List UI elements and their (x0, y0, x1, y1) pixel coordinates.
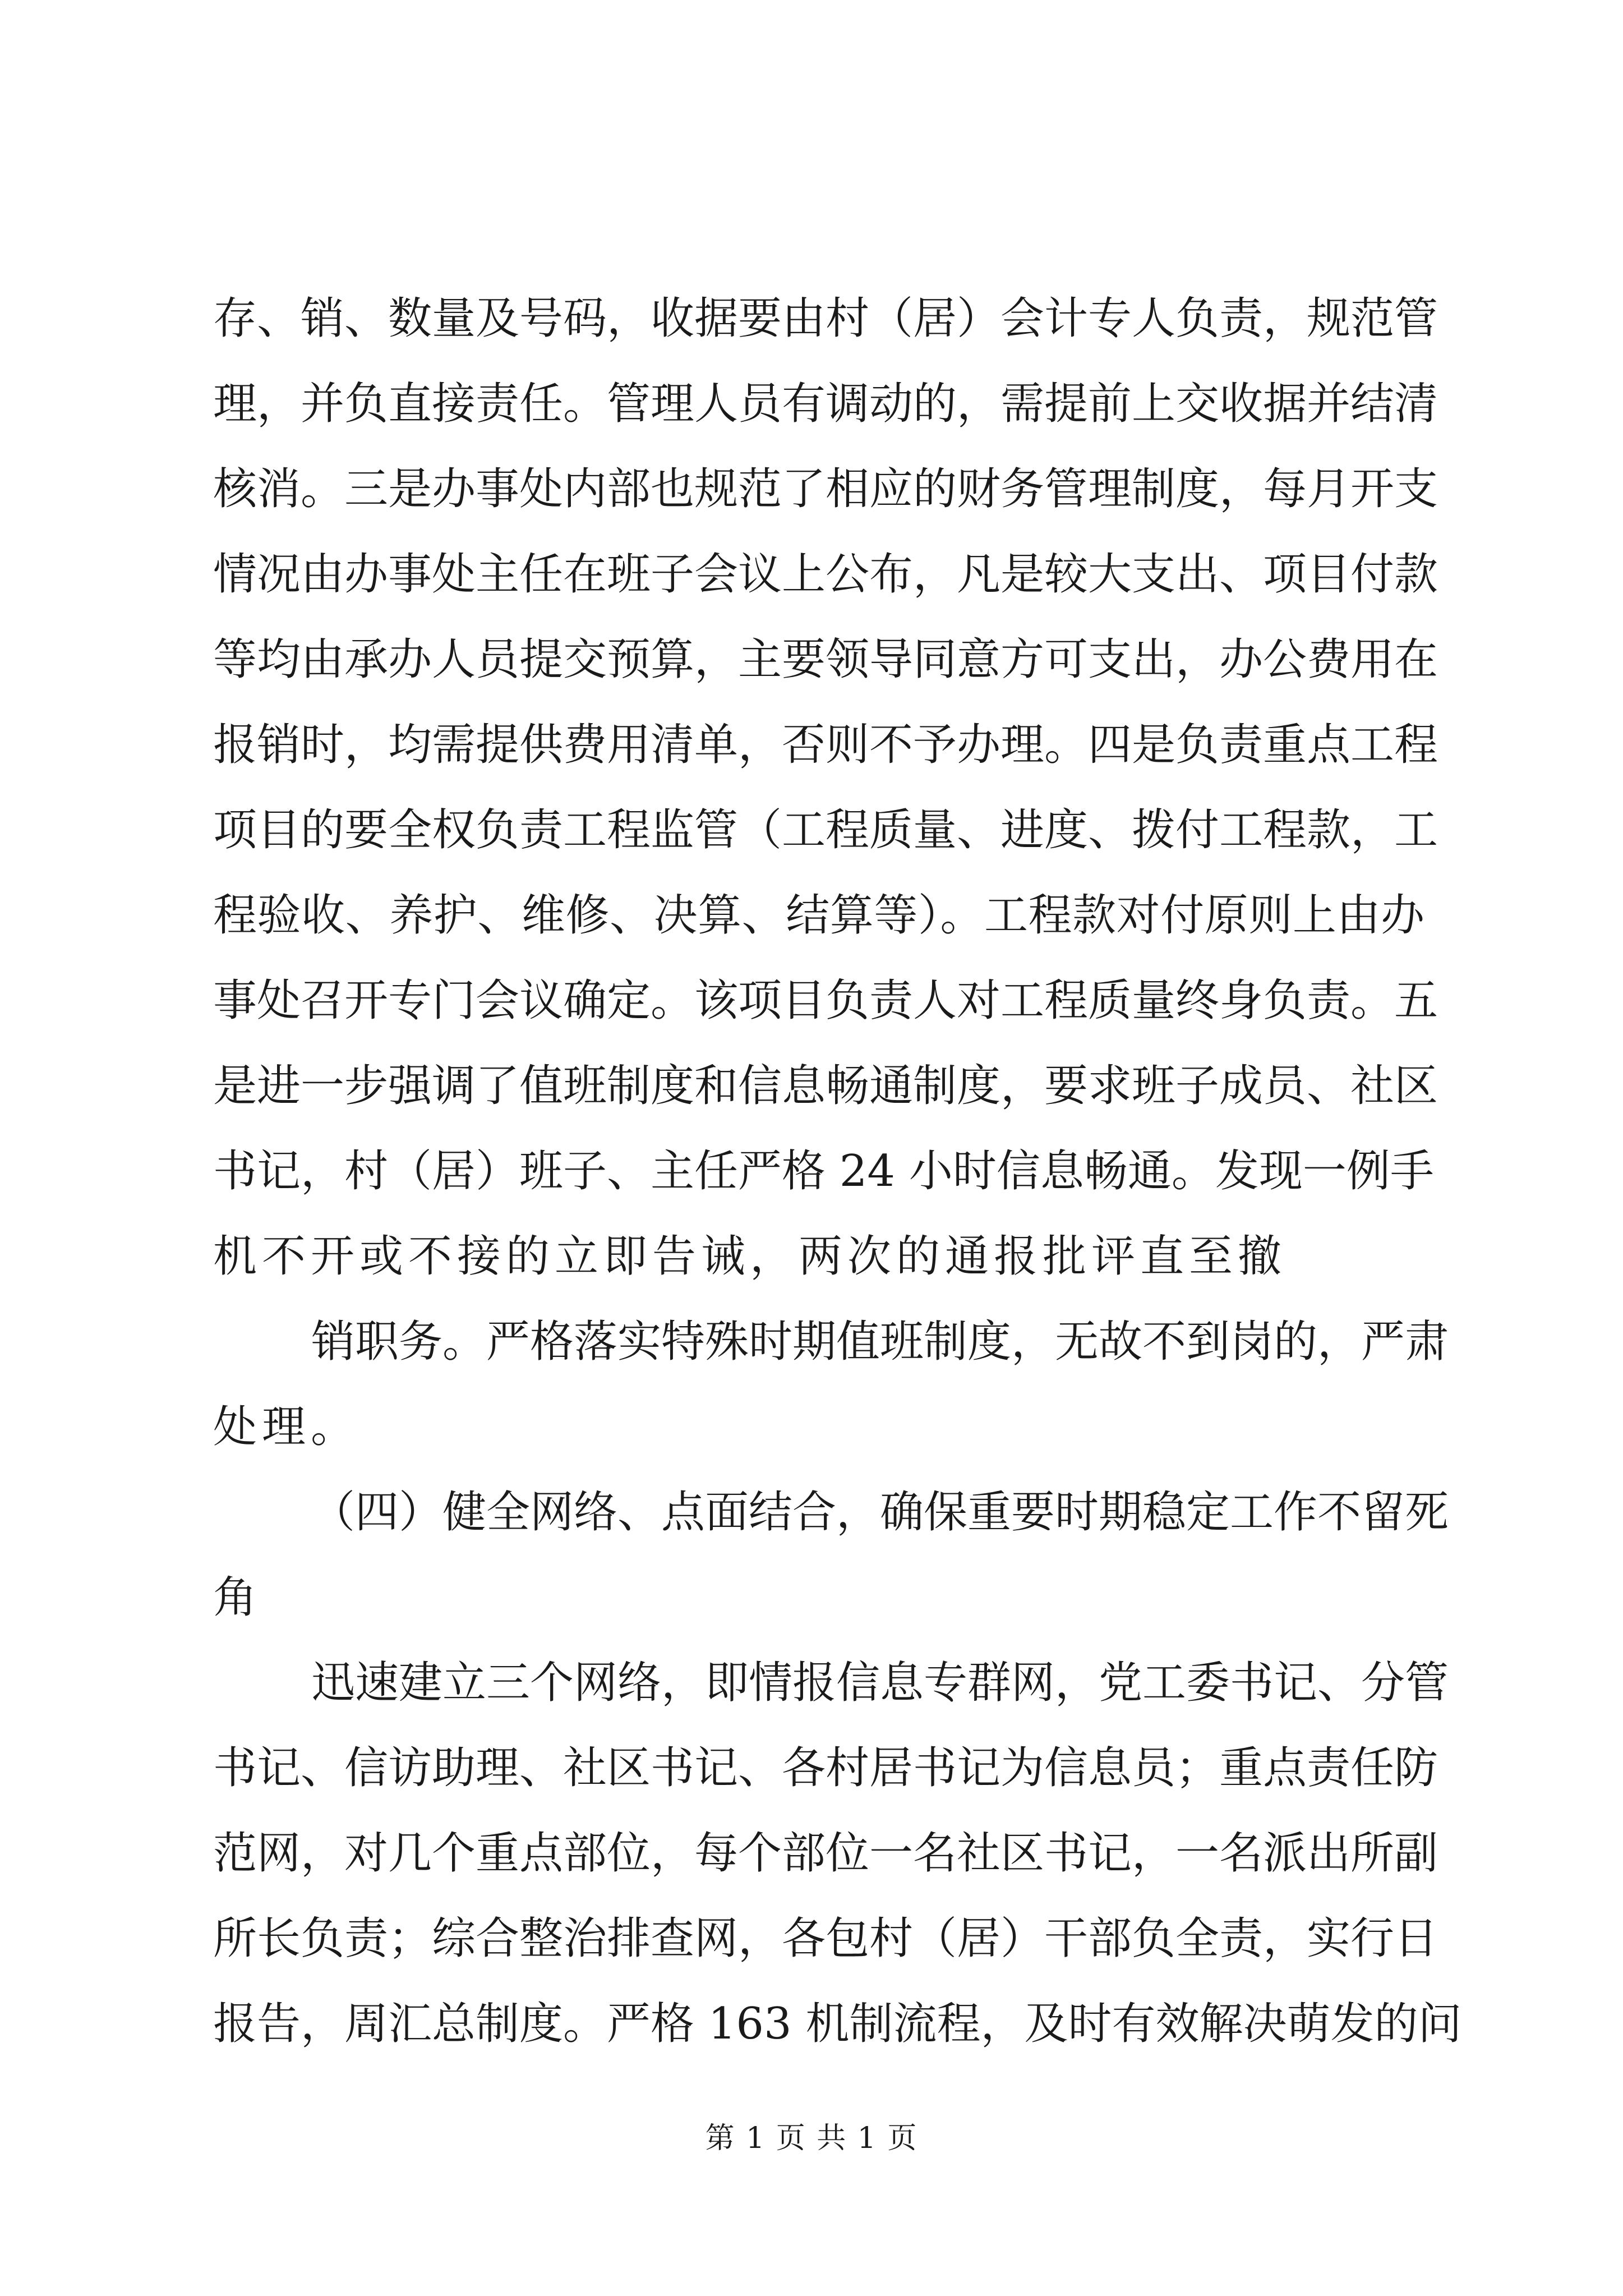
section-heading: （四）健全网络、点面结合，确保重要时期稳定工作不留死 (311, 1487, 1449, 1538)
paragraph-line: 报销时，均需提供费用清单，否则不予办理。四是负责重点工程 (213, 720, 1438, 770)
paragraph-line: 存、销、数量及号码，收据要由村（居）会计专人负责，规范管 (213, 293, 1438, 344)
paragraph-line: 核消。三是办事处内部也规范了相应的财务管理制度，每月开支 (213, 464, 1438, 514)
paragraph-line: 项目的要全权负责工程监管（工程质量、进度、拨付工程款，工 (213, 805, 1438, 855)
paragraph-line: 书记，村（居）班子、主任严格 24 小时信息畅通。发现一例手 (213, 1146, 1434, 1197)
paragraph-line: 所长负责；综合整治排查网，各包村（居）干部负全责，实行日 (213, 1913, 1438, 1964)
paragraph-line: 范网，对几个重点部位，每个部位一名社区书记，一名派出所副 (213, 1828, 1438, 1879)
paragraph-line: 机不开或不接的立即告诫，两次的通报批评直至撤 (213, 1231, 1287, 1282)
paragraph-line: 书记、信访助理、社区书记、各村居书记为信息员；重点责任防 (213, 1743, 1438, 1793)
paragraph-line: 等均由承办人员提交预算，主要领导同意方可支出，办公费用在 (213, 634, 1438, 685)
paragraph-line: 处理。 (213, 1402, 360, 1452)
paragraph-line: 程验收、养护、维修、决算、结算等）。工程款对付原则上由办 (213, 890, 1424, 941)
section-heading: 角 (213, 1572, 262, 1623)
paragraph-line: 是进一步强调了值班制度和信息畅通制度，要求班子成员、社区 (213, 1061, 1438, 1111)
page-footer: 第 1 页 共 1 页 (705, 2122, 918, 2155)
paragraph-line: 报告，周汇总制度。严格 163 机制流程，及时有效解决萌发的问 (213, 1999, 1462, 2049)
paragraph-line: 迅速建立三个网络，即情报信息专群网，党工委书记、分管 (311, 1658, 1449, 1708)
paragraph-line: 理，并负直接责任。管理人员有调动的，需提前上交收据并结清 (213, 379, 1438, 429)
paragraph-line: 销职务。严格落实特殊时期值班制度，无故不到岗的，严肃 (311, 1317, 1449, 1367)
paragraph-line: 事处召开专门会议确定。该项目负责人对工程质量终身负责。五 (213, 976, 1438, 1026)
paragraph-line: 情况由办事处主任在班子会议上公布，凡是较大支出、项目付款 (213, 549, 1438, 600)
